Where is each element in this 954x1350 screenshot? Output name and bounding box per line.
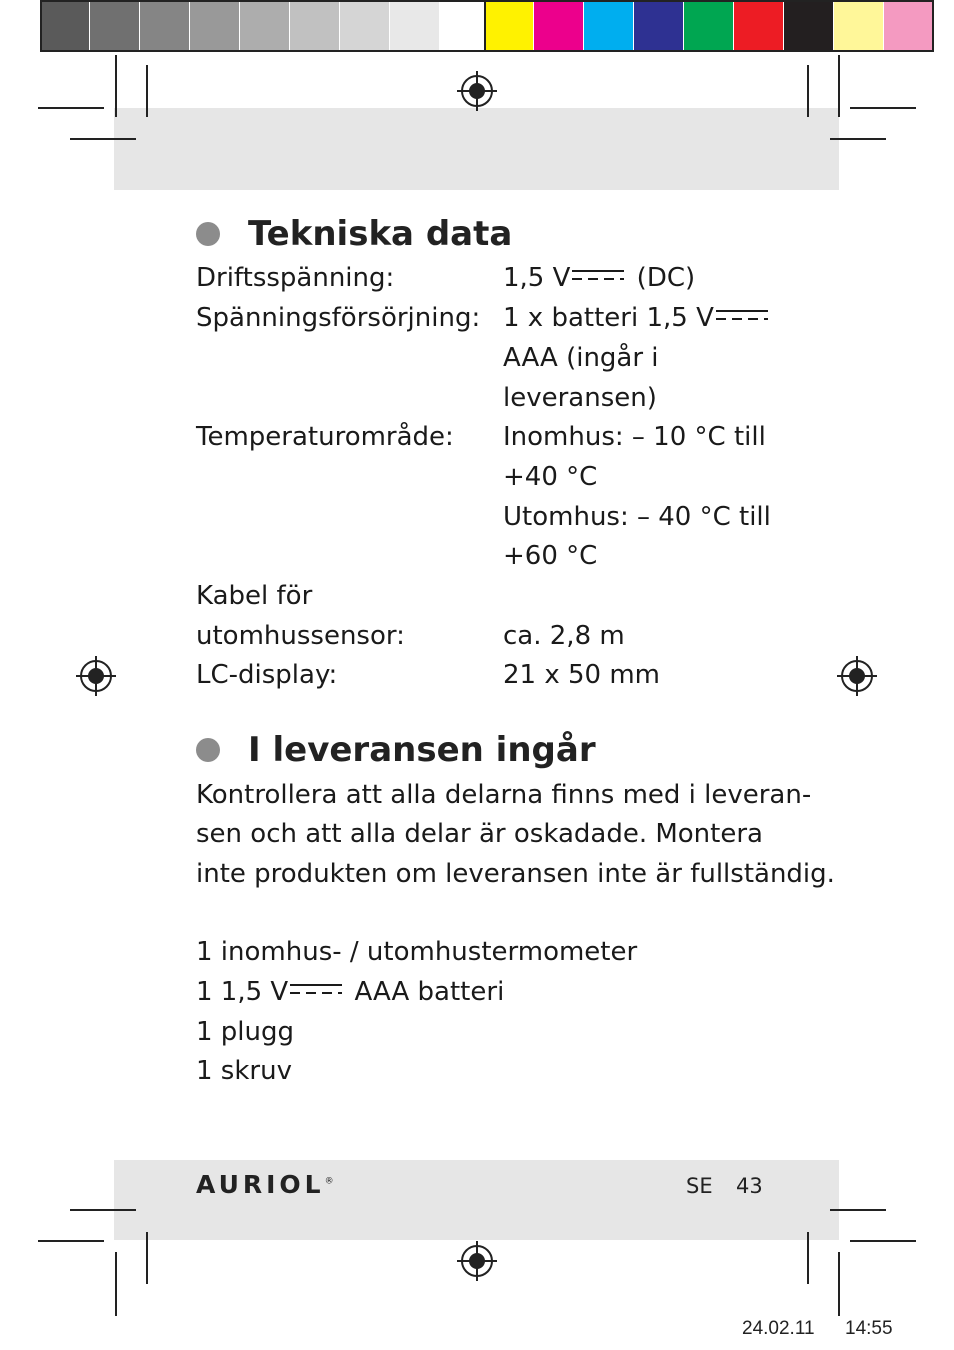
crop-mark	[838, 55, 840, 117]
color-swatch	[484, 0, 533, 52]
crop-mark	[830, 1209, 886, 1211]
print-date: 24.02.11	[742, 1318, 815, 1339]
color-swatch	[634, 0, 683, 52]
color-swatch	[40, 0, 89, 52]
spec-label: Kabel för	[196, 581, 313, 611]
crop-mark	[70, 138, 136, 140]
spec-value: +40 °C	[503, 462, 598, 492]
spec-value: ca. 2,8 m	[503, 621, 625, 651]
spec-value-text: (DC)	[628, 263, 696, 293]
color-swatch	[534, 0, 583, 52]
spec-value	[503, 258, 695, 298]
crop-mark	[807, 65, 809, 117]
crop-mark	[38, 1240, 104, 1242]
registration-mark-icon	[76, 656, 116, 696]
spec-label: Driftsspänning:	[196, 263, 395, 293]
crop-mark	[807, 1232, 809, 1284]
list-item-text: 1 1,5 V	[196, 977, 289, 1007]
list-item: 1 plugg	[196, 1017, 295, 1047]
color-swatch	[140, 0, 189, 52]
list-item-text: AAA batteri	[346, 977, 505, 1007]
page-number: 43	[736, 1174, 763, 1198]
list-item	[196, 972, 504, 1012]
dc-symbol-icon	[716, 310, 768, 320]
color-swatch	[190, 0, 239, 52]
section-heading-tekniska-data	[196, 214, 512, 254]
color-swatch	[734, 0, 783, 52]
registered-mark: ®	[324, 1176, 334, 1187]
color-swatch	[340, 0, 389, 52]
spec-value: AAA (ingår i	[503, 343, 659, 373]
crop-mark	[146, 1232, 148, 1284]
section-heading-leveransen	[196, 730, 596, 770]
crop-mark	[146, 65, 148, 117]
color-swatch	[390, 0, 439, 52]
spec-value: +60 °C	[503, 541, 598, 571]
crop-mark	[115, 1252, 117, 1316]
language-code: SE	[686, 1174, 713, 1198]
color-swatch	[90, 0, 139, 52]
brand-name: AURIOL	[196, 1170, 325, 1199]
color-swatch	[440, 0, 489, 52]
spec-value: Utomhus: – 40 °C till	[503, 502, 771, 532]
auriol-logo	[196, 1170, 334, 1199]
color-swatch	[684, 0, 733, 52]
spec-value	[503, 298, 772, 338]
spec-label: LC-display:	[196, 660, 338, 690]
color-swatch	[884, 0, 933, 52]
crop-mark	[838, 1252, 840, 1316]
crop-mark	[115, 55, 117, 117]
bullet-icon	[196, 738, 220, 762]
list-item: 1 inomhus- / utomhustermometer	[196, 937, 638, 967]
crop-mark	[850, 107, 916, 109]
color-swatch	[240, 0, 289, 52]
crop-mark	[830, 138, 886, 140]
color-swatch	[834, 0, 883, 52]
registration-mark-icon	[837, 656, 877, 696]
crop-mark	[850, 1240, 916, 1242]
color-calibration-strip	[484, 0, 934, 52]
spec-label: Spänningsförsörjning:	[196, 303, 481, 333]
dc-symbol-icon	[290, 984, 342, 994]
gray-calibration-strip	[40, 0, 490, 52]
paragraph-line: sen och att alla delar är oskadade. Montera	[196, 819, 763, 849]
paragraph-line: inte produkten om leveransen inte är fullständig.	[196, 859, 835, 889]
list-item: 1 skruv	[196, 1056, 292, 1086]
heading-text: I leveransen ingår	[248, 730, 596, 770]
spec-value: 21 x 50 mm	[503, 660, 661, 690]
bullet-icon	[196, 222, 220, 246]
spec-label: Temperaturområde:	[196, 422, 454, 452]
registration-mark-icon	[457, 1241, 497, 1281]
color-swatch	[784, 0, 833, 52]
print-time: 14:55	[845, 1318, 893, 1339]
paragraph-line: Kontrollera att alla delarna finns med i leveran-	[196, 780, 812, 810]
crop-mark	[38, 107, 104, 109]
spec-value: leveransen)	[503, 383, 657, 413]
spec-value-text: 1 x batteri 1,5 V	[503, 303, 714, 333]
header-band	[114, 108, 839, 190]
dc-symbol-icon	[572, 270, 624, 280]
color-swatch	[584, 0, 633, 52]
registration-mark-icon	[457, 71, 497, 111]
heading-text: Tekniska data	[248, 214, 513, 254]
crop-mark	[70, 1209, 136, 1211]
spec-label: utomhussensor:	[196, 621, 405, 651]
spec-value-text: 1,5 V	[503, 263, 571, 293]
spec-value: Inomhus: – 10 °C till	[503, 422, 766, 452]
color-swatch	[290, 0, 339, 52]
